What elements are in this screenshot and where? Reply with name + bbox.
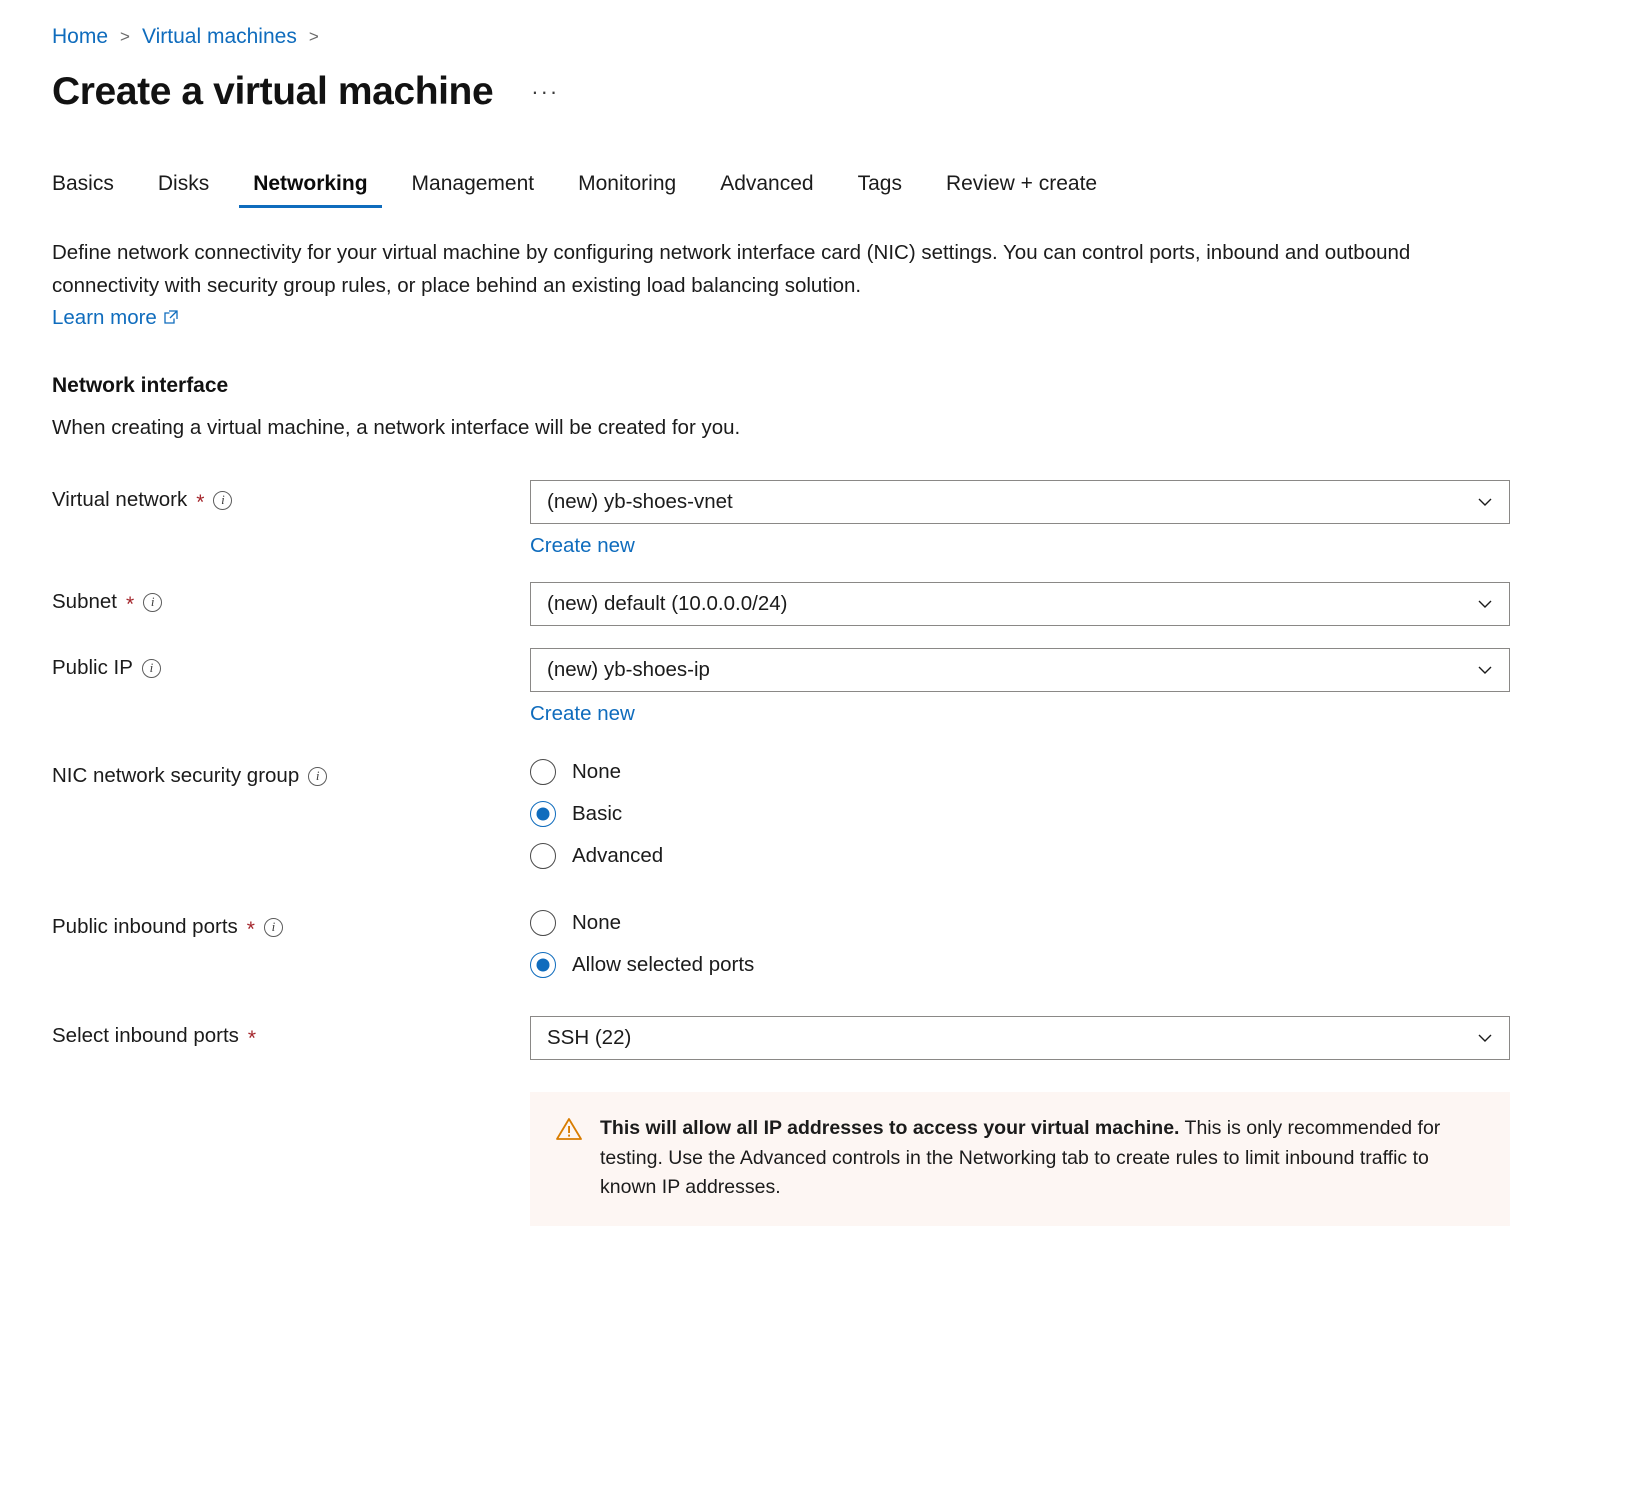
tab-networking[interactable]: Networking	[231, 168, 389, 208]
public-inbound-ports-label	[52, 907, 530, 939]
info-icon[interactable]: i	[308, 767, 327, 786]
chevron-down-icon	[1475, 594, 1495, 614]
nic-nsg-label-text: NIC network security group	[52, 764, 300, 788]
select-inbound-ports-select[interactable]	[530, 1016, 1510, 1060]
nic-nsg-option-none-label: None	[572, 760, 622, 784]
public-inbound-ports-required-marker: *	[246, 917, 255, 941]
field-public-inbound-ports	[52, 907, 1644, 978]
virtual-network-value: (new) yb-shoes-vnet	[547, 490, 733, 514]
field-select-inbound-ports	[52, 1016, 1644, 1060]
info-icon[interactable]: i	[142, 659, 161, 678]
nic-nsg-label	[52, 756, 530, 788]
breadcrumb-item-virtual-machines[interactable]: Virtual machines	[141, 25, 297, 48]
network-interface-subtext: When creating a virtual machine, a network interface will be created for you.	[52, 416, 741, 440]
warning-text	[600, 1114, 1484, 1202]
nic-nsg-option-advanced-label: Advanced	[572, 844, 664, 868]
public-inbound-ports-option-none[interactable]	[530, 910, 1510, 936]
public-ip-label-text: Public IP	[52, 656, 133, 680]
subnet-control	[530, 582, 1510, 626]
public-inbound-ports-control	[530, 907, 1510, 978]
breadcrumb	[52, 22, 1644, 52]
public-inbound-ports-label-text: Public inbound ports	[52, 915, 238, 939]
subnet-label-text: Subnet	[52, 590, 117, 614]
tab-advanced[interactable]: Advanced	[720, 172, 814, 195]
virtual-network-create-new-link[interactable]: Create new	[530, 534, 635, 558]
public-ip-control	[530, 648, 1510, 726]
field-nic-network-security-group	[52, 756, 1644, 869]
tab-management[interactable]: Management	[411, 172, 535, 195]
more-options-icon[interactable]: ···	[531, 79, 560, 104]
warning-text-bold: This will allow all IP addresses to access your virtual machine.	[600, 1117, 1180, 1140]
field-public-ip	[52, 648, 1644, 726]
warning-box	[530, 1092, 1510, 1226]
inbound-ports-warning	[52, 1092, 1644, 1226]
virtual-network-select[interactable]	[530, 480, 1510, 524]
public-ip-value: (new) yb-shoes-ip	[547, 658, 710, 682]
tab-tags[interactable]: Tags	[857, 172, 902, 195]
radio-icon	[530, 759, 556, 785]
nic-nsg-control	[530, 756, 1510, 869]
warning-text-rest: This is only recommended for testing. Use the Advanced controls in the Networking tab to create rules to limit inbound traffic to known IP addresses.	[600, 1117, 1441, 1198]
intro-text: Define network connectivity for your virtual machine by configuring network interface card (NIC) settings. You can control ports, inbound and outbound connectivity with security group rules, or place behind an existing load balancing solution.	[52, 241, 1411, 298]
virtual-network-control	[530, 480, 1510, 558]
field-virtual-network	[52, 480, 1644, 558]
radio-icon	[530, 910, 556, 936]
tab-disks[interactable]: Disks	[157, 172, 210, 195]
virtual-network-label	[52, 480, 530, 512]
page-title: Create a virtual machine	[52, 70, 494, 113]
info-icon[interactable]: i	[213, 491, 232, 510]
tab-review-create[interactable]: Review + create	[945, 172, 1098, 195]
public-inbound-ports-option-allow-selected-label: Allow selected ports	[572, 953, 755, 977]
select-inbound-ports-value: SSH (22)	[547, 1026, 632, 1050]
subnet-required-marker: *	[125, 592, 135, 616]
learn-more-row	[52, 306, 1644, 330]
tab-monitoring[interactable]: Monitoring	[578, 172, 677, 195]
nic-nsg-option-basic-label: Basic	[572, 802, 623, 826]
nic-nsg-option-basic[interactable]	[530, 801, 1510, 827]
network-interface-heading: Network interface	[52, 374, 229, 398]
info-icon[interactable]: i	[264, 918, 283, 937]
radio-icon-selected	[530, 801, 556, 827]
field-subnet	[52, 582, 1644, 626]
public-inbound-ports-option-none-label: None	[572, 911, 622, 935]
warning-icon	[556, 1116, 582, 1147]
chevron-down-icon	[1475, 492, 1495, 512]
select-inbound-ports-label-text: Select inbound ports	[52, 1024, 239, 1048]
breadcrumb-separator-icon-2: >	[308, 27, 319, 46]
radio-icon	[530, 843, 556, 869]
virtual-network-label-text: Virtual network	[52, 488, 188, 512]
select-inbound-ports-label	[52, 1016, 530, 1048]
chevron-down-icon	[1475, 660, 1495, 680]
virtual-network-required-marker: *	[196, 490, 205, 514]
title-row	[52, 70, 1644, 114]
select-inbound-ports-control	[530, 1016, 1510, 1060]
public-inbound-ports-option-allow-selected[interactable]	[530, 952, 1510, 978]
info-icon[interactable]: i	[143, 593, 162, 612]
external-link-icon	[163, 309, 179, 330]
warning-spacer	[52, 1092, 530, 1226]
radio-icon-selected	[530, 952, 556, 978]
public-ip-label	[52, 648, 530, 680]
learn-more-link[interactable]: Learn more	[52, 306, 157, 330]
tab-basics[interactable]: Basics	[52, 172, 114, 195]
select-inbound-ports-required-marker: *	[247, 1026, 257, 1050]
public-inbound-ports-radio-group	[530, 907, 1510, 978]
tab-bar	[52, 168, 1644, 208]
breadcrumb-separator-icon: >	[120, 27, 130, 46]
nic-nsg-radio-group	[530, 756, 1510, 869]
subnet-value: (new) default (10.0.0.0/24)	[547, 592, 788, 616]
nic-nsg-option-none[interactable]	[530, 759, 1510, 785]
subnet-select[interactable]	[530, 582, 1510, 626]
breadcrumb-item-home[interactable]: Home	[52, 25, 109, 48]
nic-nsg-option-advanced[interactable]	[530, 843, 1510, 869]
public-ip-select[interactable]	[530, 648, 1510, 692]
public-ip-create-new-link[interactable]: Create new	[530, 702, 635, 726]
subnet-label	[52, 582, 530, 614]
chevron-down-icon	[1475, 1028, 1495, 1048]
